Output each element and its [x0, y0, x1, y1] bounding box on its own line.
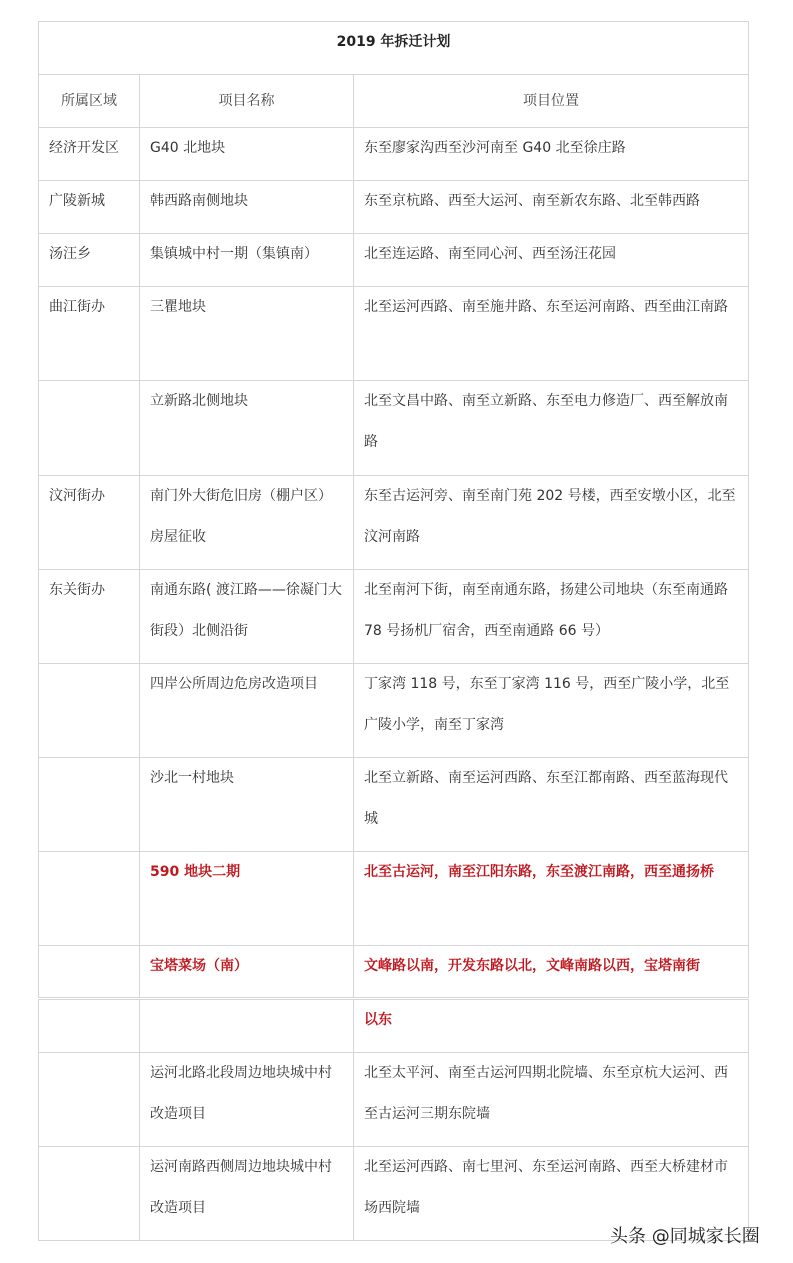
project-name-cell: 运河南路西侧周边地块城中村改造项目: [140, 1147, 354, 1241]
area-cell: 经济开发区: [39, 128, 140, 181]
table-row: [39, 287, 749, 381]
table-row: [39, 758, 749, 852]
project-location-cell: 北至立新路、南至运河西路、东至江都南路、西至蓝海现代城: [354, 758, 749, 852]
area-cell: [39, 946, 140, 998]
table-row: [39, 1053, 749, 1147]
table-row: [39, 852, 749, 946]
table-row: [39, 476, 749, 570]
project-name-cell: 三瞿地块: [140, 287, 354, 381]
header-project-location: 项目位置: [354, 75, 749, 128]
area-cell: [39, 852, 140, 946]
project-name-cell: 沙北一村地块: [140, 758, 354, 852]
table-row: [39, 946, 749, 998]
area-cell: [39, 664, 140, 758]
table-row: [39, 128, 749, 181]
project-name-cell: G40 北地块: [140, 128, 354, 181]
demolition-plan-table: [38, 21, 749, 998]
header-row: [39, 75, 749, 128]
project-location-cell: 北至太平河、南至古运河四期北院墙、东至京杭大运河、西至古运河三期东院墙: [354, 1053, 749, 1147]
project-location-cell: 北至文昌中路、南至立新路、东至电力修造厂、西至解放南路: [354, 381, 749, 476]
area-cell: [39, 1000, 140, 1053]
header-project-name: 项目名称: [140, 75, 354, 128]
table-row: [39, 381, 749, 476]
area-cell: [39, 381, 140, 476]
area-cell: [39, 1053, 140, 1147]
watermark: 头条 @同城家长圈: [610, 1226, 760, 1247]
project-location-cell: 东至廖家沟西至沙河南至 G40 北至徐庄路: [354, 128, 749, 181]
area-cell: 广陵新城: [39, 181, 140, 234]
demolition-plan-table-continued: [38, 999, 749, 1241]
area-cell: 汤汪乡: [39, 234, 140, 287]
project-location-cell: 北至古运河，南至江阳东路，东至渡江南路，西至通扬桥: [354, 852, 749, 946]
table-row: [39, 1000, 749, 1053]
project-name-cell: [140, 1000, 354, 1053]
project-location-cell: 东至古运河旁、南至南门苑 202 号楼，西至安墩小区，北至汶河南路: [354, 476, 749, 570]
project-location-cell: 北至运河西路、南至施井路、东至运河南路、西至曲江南路: [354, 287, 749, 381]
project-name-cell: 韩西路南侧地块: [140, 181, 354, 234]
table-row: [39, 234, 749, 287]
project-name-cell: 立新路北侧地块: [140, 381, 354, 476]
project-location-cell: 北至连运路、南至同心河、西至汤汪花园: [354, 234, 749, 287]
project-location-cell: 北至南河下街，南至南通东路，扬建公司地块（东至南通路 78 号扬机厂宿舍，西至南通路 66 号）: [354, 570, 749, 664]
table-row: [39, 570, 749, 664]
area-cell: [39, 1147, 140, 1241]
project-name-cell: 南通东路( 渡江路——徐凝门大街段）北侧沿街: [140, 570, 354, 664]
project-location-cell: 北至运河西路、南七里河、东至运河南路、西至大桥建材市场西院墙: [354, 1147, 749, 1241]
table-row: [39, 664, 749, 758]
project-location-cell: 东至京杭路、西至大运河、南至新农东路、北至韩西路: [354, 181, 749, 234]
project-location-cell: 丁家湾 118 号，东至丁家湾 116 号，西至广陵小学，北至广陵小学，南至丁家湾: [354, 664, 749, 758]
area-cell: 东关街办: [39, 570, 140, 664]
project-name-cell: 南门外大街危旧房（棚户区）房屋征收: [140, 476, 354, 570]
project-name-cell: 四岸公所周边危房改造项目: [140, 664, 354, 758]
header-area: 所属区域: [39, 75, 140, 128]
project-name-cell: 运河北路北段周边地块城中村改造项目: [140, 1053, 354, 1147]
area-cell: 汶河街办: [39, 476, 140, 570]
area-cell: 曲江街办: [39, 287, 140, 381]
project-name-cell: 590 地块二期: [140, 852, 354, 946]
project-name-cell: 宝塔菜场（南）: [140, 946, 354, 998]
project-location-cell: 文峰路以南，开发东路以北，文峰南路以西，宝塔南街: [354, 946, 749, 998]
project-name-cell: 集镇城中村一期（集镇南）: [140, 234, 354, 287]
table-title: 2019 年拆迁计划: [39, 22, 749, 75]
area-cell: [39, 758, 140, 852]
table-row: [39, 181, 749, 234]
project-location-cell: 以东: [354, 1000, 749, 1053]
